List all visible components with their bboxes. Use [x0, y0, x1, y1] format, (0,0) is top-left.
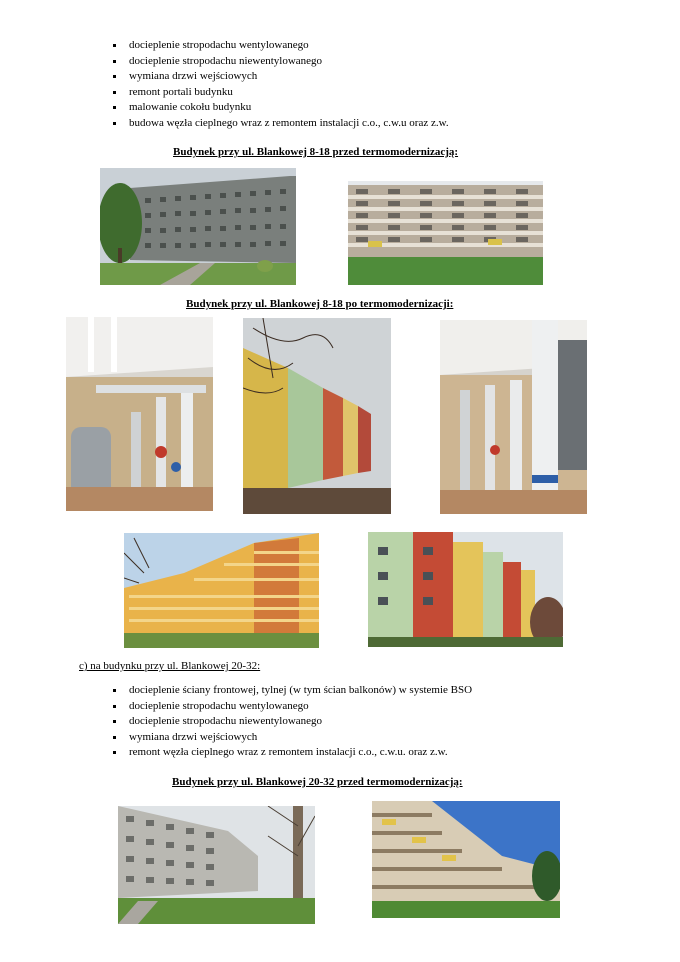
renovation-list-blankowa-20-32 — [0, 683, 472, 761]
list-item: budowa węzła cieplnego wraz z remontem instalacji c.o., c.w.u oraz z.w. — [0, 116, 449, 132]
photo-building-before-1 — [100, 168, 296, 285]
section-c-title: c) na budynku przy ul. Blankowej 20-32: — [79, 660, 261, 672]
list-item: docieplenie ściany frontowej, tylnej (w tym ścian balkonów) w systemie BSO — [0, 683, 472, 699]
photo-building-before-2 — [348, 181, 543, 285]
photo-building-after-1 — [243, 318, 391, 514]
list-item: remont portali budynku — [0, 85, 449, 101]
heading-after-8-18: Budynek przy ul. Blankowej 8-18 po termomodernizacji: — [186, 298, 454, 310]
heading-before-8-18: Budynek przy ul. Blankowej 8-18 przed termomodernizacją: — [173, 146, 459, 158]
photo-building-after-3 — [368, 532, 563, 647]
heading-before-20-32: Budynek przy ul. Blankowej 20-32 przed termomodernizacją: — [172, 776, 463, 788]
list-item: malowanie cokołu budynku — [0, 100, 449, 116]
photo-heat-node-2 — [440, 320, 587, 514]
list-item: wymiana drzwi wejściowych — [0, 730, 472, 746]
photo-heat-node-1 — [66, 317, 213, 511]
list-item: remont węzła cieplnego wraz z remontem instalacji c.o., c.w.u. oraz z.w. — [0, 745, 472, 761]
renovation-list-blankowa-8-18 — [0, 38, 449, 132]
list-item: docieplenie stropodachu niewentylowanego — [0, 714, 472, 730]
list-item: docieplenie stropodachu niewentylowanego — [0, 54, 449, 70]
list-item: docieplenie stropodachu wentylowanego — [0, 38, 449, 54]
list-item: wymiana drzwi wejściowych — [0, 69, 449, 85]
photo-building-after-2 — [124, 533, 319, 648]
photo-building-before-3 — [118, 806, 315, 924]
list-item: docieplenie stropodachu wentylowanego — [0, 699, 472, 715]
photo-building-before-4 — [372, 801, 560, 918]
